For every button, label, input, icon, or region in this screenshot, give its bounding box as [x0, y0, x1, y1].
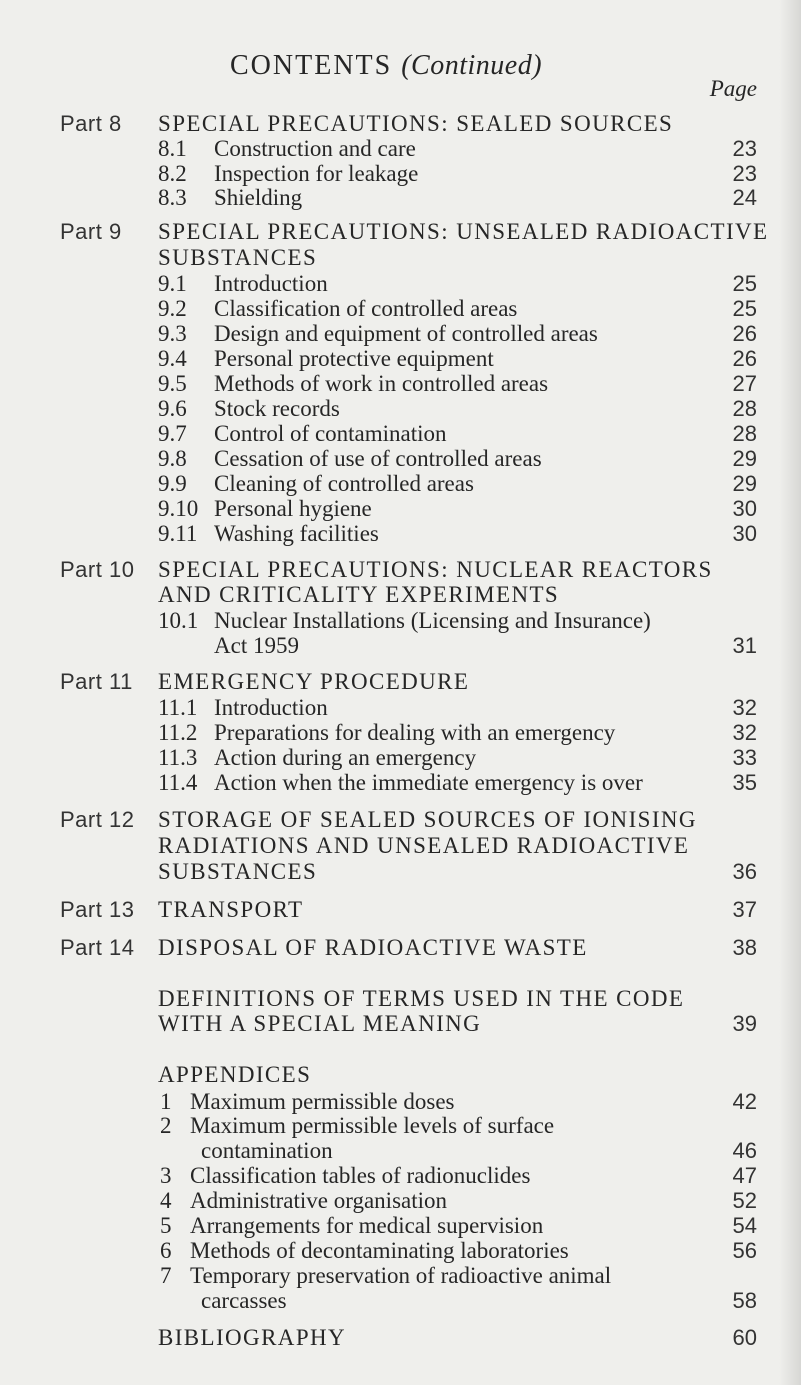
page-title [230, 50, 542, 82]
definitions-title: DEFINITIONS OF TERMS USED IN THE CODE [158, 986, 685, 1011]
page-number: 56 [732, 1238, 757, 1263]
page-number: 28 [732, 396, 757, 421]
part-title: SUBSTANCES [158, 245, 318, 270]
part-13-heading [0, 896, 801, 924]
part-title: SPECIAL PRECAUTIONS: NUCLEAR REACTORS [158, 557, 713, 582]
part-label: Part 13 [60, 897, 135, 922]
appendix-number: 4 [160, 1188, 172, 1213]
part-title: SPECIAL PRECAUTIONS: SEALED SOURCES [158, 111, 674, 136]
appendices-title: APPENDICES [158, 1062, 312, 1087]
page-number: 31 [732, 633, 757, 658]
page-number: 29 [732, 471, 757, 496]
appendix-number: 6 [160, 1238, 172, 1263]
section-title: Personal protective equipment [214, 346, 494, 371]
section-number: 9.7 [158, 421, 187, 446]
part-title-continued [0, 832, 801, 860]
section-title: Stock records [214, 396, 340, 421]
appendices-heading [0, 1061, 801, 1089]
section-number: 9.1 [158, 271, 187, 296]
appendix-number: 7 [160, 1263, 172, 1288]
appendix-number: 2 [160, 1113, 172, 1138]
toc-entry [0, 370, 801, 398]
section-number: 11.4 [158, 770, 198, 795]
page-number: 26 [732, 346, 757, 371]
part-label: Part 9 [60, 219, 122, 244]
section-title: Preparations for dealing with an emergency [214, 720, 616, 745]
toc-entry [0, 719, 801, 747]
title-continued: (Continued) [401, 50, 543, 81]
section-title: Act 1959 [214, 633, 299, 658]
toc-entry [0, 295, 801, 323]
page-number: 38 [732, 935, 757, 960]
appendix-entry-continued [0, 1287, 801, 1315]
appendix-title: Administrative organisation [190, 1188, 448, 1213]
section-title: Action during an emergency [214, 745, 477, 770]
toc-entry [0, 270, 801, 298]
page-number: 46 [732, 1138, 757, 1163]
section-number: 10.1 [158, 608, 199, 633]
page-number: 28 [732, 421, 757, 446]
appendix-entry [0, 1262, 801, 1290]
page-number: 26 [732, 321, 757, 346]
appendix-title: Methods of decontaminating laboratories [190, 1238, 569, 1263]
appendix-title: Arrangements for medical supervision [190, 1213, 544, 1238]
section-title: Methods of work in controlled areas [214, 371, 549, 396]
toc-entry [0, 445, 801, 473]
bibliography-heading [0, 1324, 801, 1352]
page-number: 32 [732, 720, 757, 745]
part-title-continued [0, 858, 801, 886]
page-number: 29 [732, 446, 757, 471]
page-number: 25 [732, 296, 757, 321]
section-number: 9.6 [158, 396, 187, 421]
part-label: Part 12 [60, 807, 135, 832]
section-number: 9.8 [158, 446, 187, 471]
part-title-continued [0, 581, 801, 609]
appendix-entry [0, 1237, 801, 1265]
page-number: 39 [732, 1011, 757, 1036]
page-number: 58 [732, 1288, 757, 1313]
part-label: Part 11 [60, 669, 133, 694]
section-title: Construction and care [214, 136, 416, 161]
section-number: 9.3 [158, 321, 187, 346]
section-title: Washing facilities [214, 521, 379, 546]
page-number: 35 [732, 770, 757, 795]
appendix-title: carcasses [201, 1288, 287, 1313]
definitions-title: WITH A SPECIAL MEANING [158, 1011, 482, 1036]
part-10-heading [0, 556, 801, 584]
page-number: 23 [732, 136, 757, 161]
part-label: Part 14 [60, 935, 135, 960]
section-number: 9.9 [158, 471, 187, 496]
section-title: Cleaning of controlled areas [214, 471, 474, 496]
toc-entry [0, 320, 801, 348]
toc-entry [0, 769, 801, 797]
section-number: 11.2 [158, 720, 198, 745]
appendix-title: Maximum permissible levels of surface [190, 1113, 555, 1138]
part-title: SPECIAL PRECAUTIONS: UNSEALED RADIOACTIVE [158, 219, 769, 244]
section-title: Design and equipment of controlled areas [214, 321, 598, 346]
section-number: 9.11 [158, 521, 198, 546]
section-title: Control of contamination [214, 421, 447, 446]
section-title: Nuclear Installations (Licensing and Insurance) [214, 608, 651, 633]
appendix-title: contamination [201, 1138, 333, 1163]
part-11-heading [0, 668, 801, 696]
toc-entry [0, 520, 801, 548]
page-number: 36 [732, 859, 757, 884]
page-number: 47 [732, 1163, 757, 1188]
part-14-heading [0, 934, 801, 962]
appendix-entry [0, 1187, 801, 1215]
page-number: 32 [732, 695, 757, 720]
appendix-title: Maximum permissible doses [190, 1089, 455, 1114]
page-number: 27 [732, 371, 757, 396]
appendix-number: 5 [160, 1213, 172, 1238]
page-number: 42 [732, 1089, 757, 1114]
section-number: 9.5 [158, 371, 187, 396]
part-title: SUBSTANCES [158, 859, 318, 884]
section-number: 8.1 [158, 136, 187, 161]
page-number: 37 [732, 897, 757, 922]
part-title: RADIATIONS AND UNSEALED RADIOACTIVE [158, 833, 690, 858]
section-number: 8.2 [158, 161, 187, 186]
bibliography-title: BIBLIOGRAPHY [158, 1325, 347, 1350]
toc-entry [0, 607, 801, 635]
toc-entry [0, 694, 801, 722]
part-title: AND CRITICALITY EXPERIMENTS [158, 582, 560, 607]
page-number: 30 [732, 521, 757, 546]
part-8-heading [0, 110, 801, 138]
appendix-entry [0, 1162, 801, 1190]
page-number: 52 [732, 1188, 757, 1213]
section-number: 11.3 [158, 745, 198, 770]
appendix-number: 3 [160, 1163, 172, 1188]
definitions-heading-continued [0, 1010, 801, 1038]
section-number: 9.4 [158, 346, 187, 371]
page-number: 54 [732, 1213, 757, 1238]
part-label: Part 10 [60, 557, 135, 582]
page-column-label: Page [709, 76, 757, 101]
part-title: TRANSPORT [158, 897, 304, 922]
section-title: Shielding [214, 185, 303, 210]
section-title: Introduction [214, 695, 328, 720]
part-title: EMERGENCY PROCEDURE [158, 669, 470, 694]
appendix-title: Classification tables of radionuclides [190, 1163, 531, 1188]
page-number: 33 [732, 745, 757, 770]
toc-entry [0, 345, 801, 373]
toc-entry [0, 184, 801, 212]
toc-entry [0, 420, 801, 448]
toc-entry-continued [0, 632, 801, 660]
part-label: Part 8 [60, 111, 122, 136]
page-number: 24 [732, 185, 757, 210]
section-number: 8.3 [158, 185, 187, 210]
part-12-heading [0, 806, 801, 834]
section-title: Introduction [214, 271, 328, 296]
page-number: 60 [732, 1325, 757, 1350]
appendix-entry-continued [0, 1137, 801, 1165]
part-title: DISPOSAL OF RADIOACTIVE WASTE [158, 935, 588, 960]
section-title: Inspection for leakage [214, 161, 419, 186]
appendix-entry [0, 1112, 801, 1140]
section-number: 9.10 [158, 496, 199, 521]
appendix-entry [0, 1212, 801, 1240]
section-number: 11.1 [158, 695, 198, 720]
part-title-continued [0, 244, 801, 272]
section-title: Personal hygiene [214, 496, 372, 521]
section-title: Classification of controlled areas [214, 296, 518, 321]
appendix-title: Temporary preservation of radioactive animal [190, 1263, 612, 1288]
section-title: Action when the immediate emergency is over [214, 770, 643, 795]
page-number: 23 [732, 161, 757, 186]
page-number: 25 [732, 271, 757, 296]
definitions-heading [0, 985, 801, 1013]
section-title: Cessation of use of controlled areas [214, 446, 542, 471]
section-number: 9.2 [158, 296, 187, 321]
toc-entry [0, 135, 801, 163]
part-title: STORAGE OF SEALED SOURCES OF IONISING [158, 807, 697, 832]
toc-entry [0, 395, 801, 423]
toc-entry [0, 495, 801, 523]
part-9-heading [0, 218, 801, 246]
title-contents: CONTENTS [230, 50, 393, 81]
toc-entry [0, 744, 801, 772]
page-number: 30 [732, 496, 757, 521]
toc-entry [0, 470, 801, 498]
appendix-number: 1 [160, 1089, 172, 1114]
